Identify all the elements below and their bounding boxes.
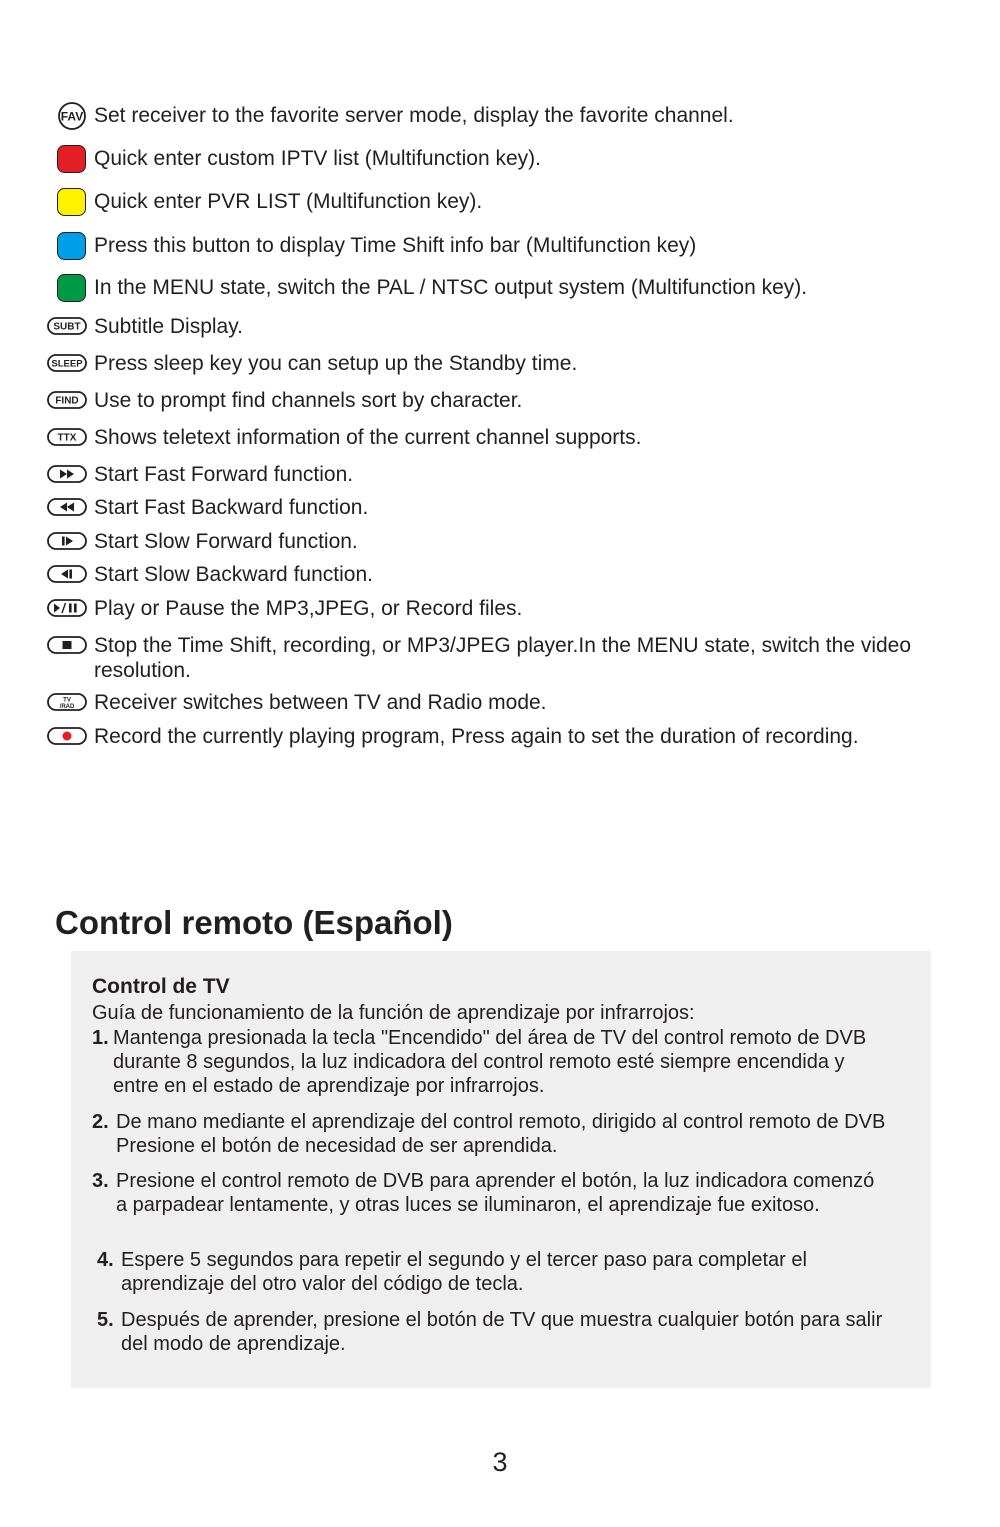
- key-description: Quick enter custom IPTV list (Multifunction key).: [94, 147, 541, 170]
- step-text: Mantenga presionada la tecla "Encendido" del área de TV del control remoto de DVB durante 8 segundos, la luz indicadora del control remoto esté siempre encendida y entre en el estado de aprendizaje por infrarrojos.: [113, 1027, 867, 1097]
- play-pause-key-icon: [47, 595, 87, 625]
- key-description: Play or Pause the MP3,JPEG, or Record files.: [94, 597, 523, 620]
- box-intro: Guía de funcionamiento de la función de aprendizaje por infrarrojos:: [92, 1002, 695, 1024]
- page-number: 3: [492, 1447, 508, 1477]
- green-key-icon: [47, 274, 87, 304]
- key-description: Stop the Time Shift, recording, or MP3/JPEG player.In the MENU state, switch the video resolution.: [94, 634, 912, 682]
- key-description: Quick enter PVR LIST (Multifunction key).: [94, 190, 483, 213]
- fast-forward-key-icon: [47, 461, 87, 491]
- slow-forward-key-icon: [47, 528, 87, 558]
- tv-key-label: TV: [63, 697, 71, 704]
- red-key-icon: [47, 145, 87, 175]
- step-text: De mano mediante el aprendizaje del control remoto, dirigido al control remoto de DVB Presione el botón de necesidad de ser aprendida.: [116, 1111, 886, 1157]
- subt-key-icon: [47, 313, 87, 343]
- ttx-key-icon: [47, 424, 87, 454]
- find-key-icon: [47, 387, 87, 417]
- step-text: Espere 5 segundos para repetir el segundo y el tercer paso para completar el aprendizaje del otro valor del código de tecla.: [121, 1249, 807, 1295]
- step-number: 2.: [92, 1111, 109, 1133]
- step-number: 4.: [97, 1249, 114, 1271]
- sleep-key-label: SLEEP: [51, 358, 83, 370]
- slow-backward-key-icon: [47, 561, 87, 591]
- key-description: Record the currently playing program, Press again to set the duration of recording.: [94, 725, 859, 748]
- key-description: Press this button to display Time Shift info bar (Multifunction key): [94, 234, 697, 257]
- key-description: Start Slow Forward function.: [94, 530, 358, 553]
- key-description: Press sleep key you can setup up the Standby time.: [94, 352, 578, 375]
- instructions-box: [71, 951, 931, 1388]
- key-description: Start Fast Forward function.: [94, 463, 354, 486]
- tv-radio-key-icon: [47, 689, 87, 719]
- step-number: 1.: [92, 1027, 109, 1049]
- yellow-key-icon: [47, 188, 87, 218]
- key-description: Set receiver to the favorite server mode, display the favorite channel.: [94, 104, 734, 127]
- step-number: 5.: [97, 1309, 114, 1331]
- stop-key-icon: [47, 632, 87, 662]
- step-number: 3.: [92, 1170, 109, 1192]
- find-key-label: FIND: [55, 395, 79, 407]
- key-description: In the MENU state, switch the PAL / NTSC output system (Multifunction key).: [94, 276, 808, 299]
- key-description: Start Fast Backward function.: [94, 496, 369, 519]
- key-description: Receiver switches between TV and Radio mode.: [94, 691, 547, 714]
- fav-key-icon: [47, 102, 87, 132]
- fav-key-label: FAV: [60, 109, 84, 124]
- sleep-key-icon: [47, 350, 87, 380]
- radio-key-label: /RAD: [59, 704, 75, 710]
- key-description: Use to prompt find channels sort by character.: [94, 389, 523, 412]
- key-description: Shows teletext information of the current channel supports.: [94, 426, 642, 449]
- key-description: Subtitle Display.: [94, 315, 244, 338]
- ttx-key-label: TTX: [57, 432, 77, 444]
- step-text: Después de aprender, presione el botón de TV que muestra cualquier botón para salir del modo de aprendizaje.: [121, 1309, 883, 1355]
- step-text: Presione el control remoto de DVB para aprender el botón, la luz indicadora comenzó a parpadear lentamente, y otras luces se iluminaron, el aprendizaje fue exitoso.: [116, 1170, 875, 1216]
- box-heading: Control de TV: [92, 975, 230, 998]
- section-title: Control remoto (Español): [55, 904, 453, 941]
- fast-backward-key-icon: [47, 494, 87, 524]
- key-description: Start Slow Backward function.: [94, 563, 373, 586]
- subt-key-label: SUBT: [53, 321, 81, 333]
- blue-key-icon: [47, 232, 87, 262]
- record-key-icon: [47, 723, 87, 753]
